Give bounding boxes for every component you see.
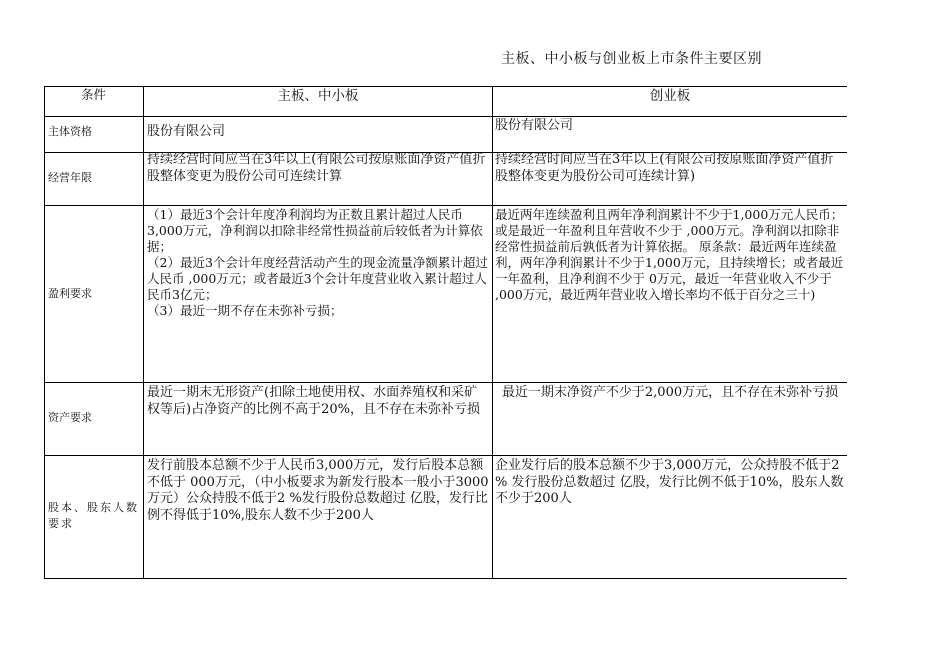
table-rule [44, 86, 45, 579]
table-rule [143, 86, 144, 579]
row-label-subject: 主体资格 [48, 125, 92, 138]
main-subject-cell: 股份有限公司 [147, 124, 226, 139]
gem-shares-cell: 企业发行后的股本总额不少于3,000万元，公众持股不低于2 % 发行股份总数超过 亿股，发行比例不低于10%，股东人数不少于200人 [495, 458, 844, 506]
table-rule [44, 578, 847, 579]
profit-clause-1: （1）最近3个会计年度净利润均为正数且累计超过人民币3,000万元，净利润以扣除非经常性损益前后较低者为计算依据； [147, 207, 483, 254]
main-operating-years-cell: 持续经营时间应当在3年以上(有限公司按原账面净资产值折股整体变更为股份公司可连续计算 [147, 152, 486, 184]
header-gem: 创业板 [649, 88, 691, 104]
header-main-board: 主板、中小板 [277, 88, 359, 104]
gem-assets-cell: 最近一期末净资产不少于2,000万元，且不存在未弥补亏损 [501, 385, 839, 400]
row-label-assets: 资产要求 [48, 411, 92, 424]
main-profit-cell [147, 207, 490, 319]
table-rule [44, 382, 847, 383]
profit-clause-2: （2）最近3个会计年度经营活动产生的现金流量净额累计超过人民币 ,000万元；或者最近3个会计年度营业收入累计超过人民币3亿元； [147, 255, 488, 302]
gem-profit-cell: 最近两年连续盈利且两年净利润累计不少于1,000万元人民币；或是最近一年盈利且年营收不少于 ,000万元。净利润以扣除非经常性损益前后孰低者为计算依据。 原条款：最近两年连续盈利，两年净利润累计不少于1,000万元，且持续增长；或者最近一年盈利，且净利润不少于 0万元，最近一年营业收入不少于 ,000万元，最近两年营业收入增长率均不低于百分之三十) [495, 207, 844, 302]
table-rule [44, 116, 847, 117]
profit-clause-3: （3）最近一期不存在未弥补亏损； [147, 303, 343, 318]
row-label-profit: 盈利要求 [48, 287, 92, 300]
header-condition: 条件 [80, 87, 106, 102]
document-title: 主板、中小板与创业板上市条件主要区别 [501, 51, 762, 67]
comparison-table [44, 86, 847, 580]
gem-operating-years-cell: 持续经营时间应当在3年以上(有限公司按原账面净资产值折股整体变更为股份公司可连续计算) [495, 152, 834, 184]
main-shares-cell: 发行前股本总额不少于人民币3,000万元，发行后股本总额不低于 000万元，（中小板要求为新发行股本一般小于3000万元）公众持股不低于2 %发行股份总数超过 亿股，发行比例不得低于10%,股东人数不少于200人 [147, 458, 489, 523]
table-rule [492, 86, 493, 579]
row-label-shares: 股本、股东人数要求 [48, 501, 139, 530]
table-rule [44, 455, 847, 456]
gem-subject-cell: 股份有限公司 [495, 118, 574, 133]
main-assets-cell: 最近一期末无形资产(扣除土地使用权、水面养殖权和采矿权等后)占净资产的比例不高于20%，且不存在未弥补亏损 [147, 385, 480, 417]
table-rule [44, 86, 847, 87]
table-rule [44, 205, 847, 206]
row-label-operating-years: 经营年限 [48, 171, 92, 184]
